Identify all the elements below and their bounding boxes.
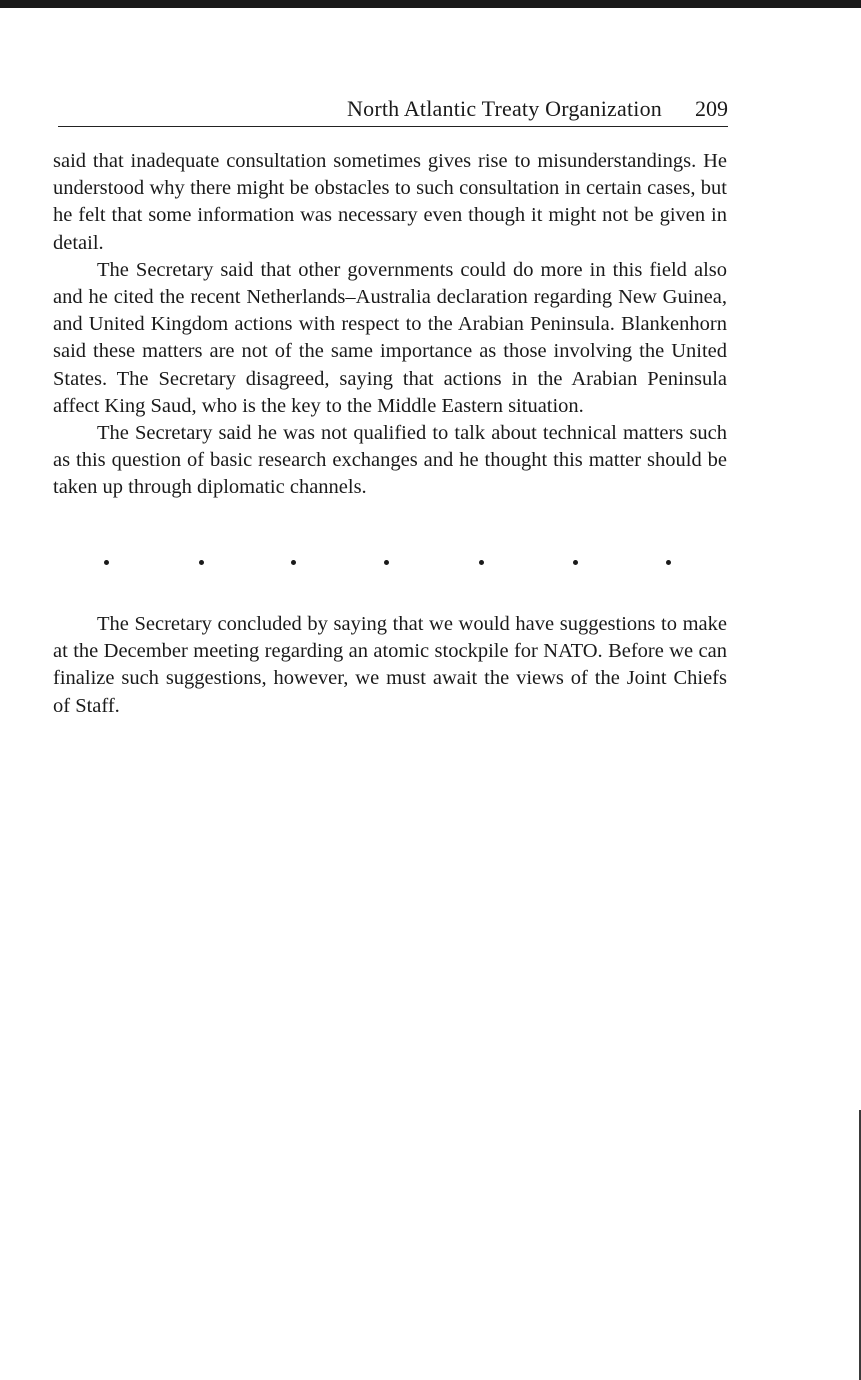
running-title: North Atlantic Treaty Organization	[347, 96, 662, 121]
ellipsis-dot	[384, 560, 389, 565]
omission-ellipsis	[53, 560, 727, 580]
ellipsis-dot	[479, 560, 484, 565]
paragraph-technical-matters: The Secretary said he was not qualified to talk about technical matters such as this question of basic research exchanges and he thought this matter should be taken up through diplomatic channels.	[53, 422, 727, 499]
page-number: 209	[695, 96, 728, 121]
paragraph-conclusion: The Secretary concluded by saying that we would have suggestions to make at the December meeting regarding an atomic stockpile for NATO. Before we can finalize such suggestions, however, we must await the views of the Joint Chiefs of Staff.	[53, 613, 727, 717]
closing-text	[53, 611, 727, 720]
running-header	[58, 96, 728, 127]
body-text	[53, 148, 727, 502]
ellipsis-dot	[104, 560, 109, 565]
ellipsis-dot	[199, 560, 204, 565]
ellipsis-dot	[666, 560, 671, 565]
ellipsis-dot	[573, 560, 578, 565]
paragraph-continuation: said that inadequate consultation sometimes gives rise to misunderstandings. He understood why there might be obstacles to such consultation in certain cases, but he felt that some information was necessary even though it might not be given in detail.	[53, 150, 727, 254]
paragraph-other-governments: The Secretary said that other governments could do more in this field also and he cited the recent Netherlands–Australia declaration regarding New Guinea, and United Kingdom actions with respect to the Arabian Peninsula. Blankenhorn said these matters are not of the same importance as those involving the United States. The Secretary disagreed, saying that actions in the Arabian Peninsula affect King Saud, who is the key to the Middle Eastern situation.	[53, 258, 727, 417]
ellipsis-dot	[291, 560, 296, 565]
page-top-edge	[0, 0, 861, 8]
